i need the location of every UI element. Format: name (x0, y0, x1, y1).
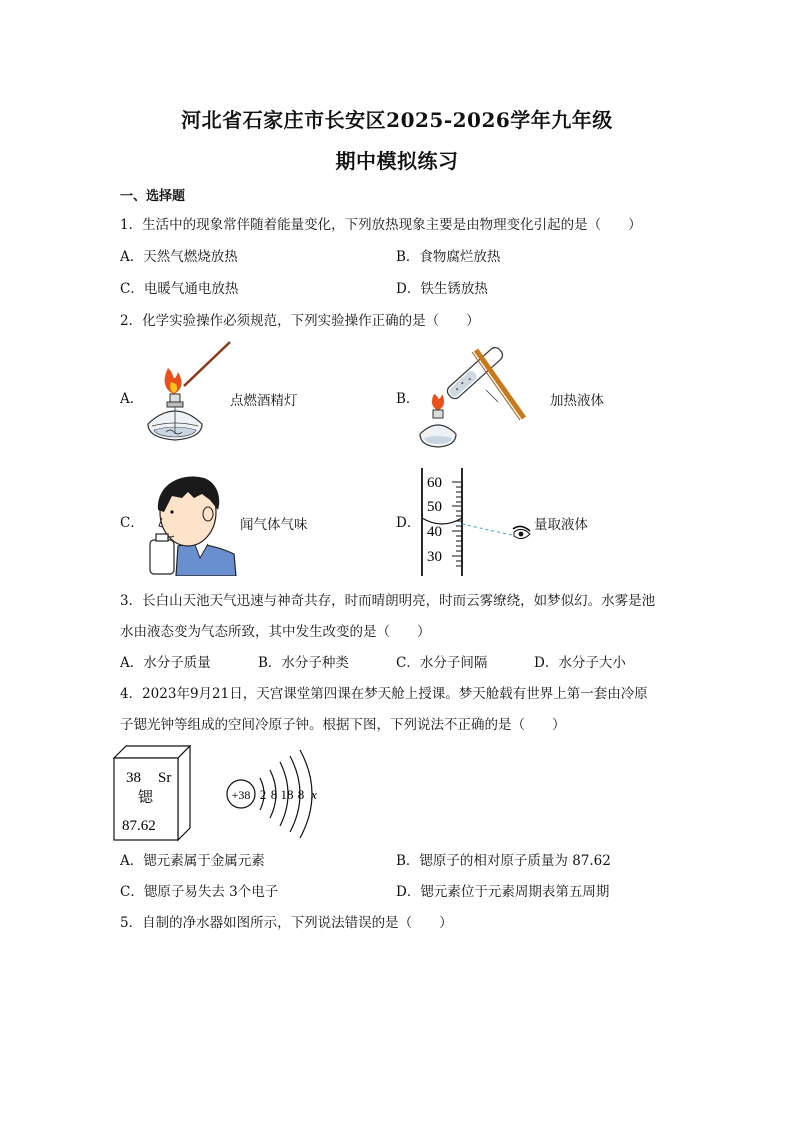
question-5-stem: 5．自制的净水器如图所示，下列说法错误的是（ ） (120, 915, 453, 931)
cylinder-tick-60: 60 (427, 475, 442, 491)
question-2-option-b-letter: B． (396, 391, 420, 407)
question-2-option-b-caption: 加热液体 (550, 393, 604, 409)
cylinder-tick-40: 40 (427, 524, 442, 540)
question-1-stem: 1．生活中的现象常伴随着能量变化，下列放热现象主要是由物理变化引起的是（ ） (120, 217, 642, 233)
question-3-option-c: C．水分子间隔 (396, 655, 488, 671)
question-2-option-c-caption: 闻气体气味 (240, 517, 308, 533)
shell-5-electrons: x (311, 787, 317, 802)
question-2-option-a-caption: 点燃酒精灯 (230, 393, 298, 409)
shell-2-electrons: 8 (270, 787, 278, 802)
question-2-option-a-letter: A． (120, 391, 144, 407)
question-4-option-a: A．锶元素属于金属元素 (120, 853, 265, 869)
question-2-option-d-caption: 量取液体 (534, 517, 588, 533)
question-3-option-b: B．水分子种类 (258, 655, 349, 671)
nucleus-charge: +38 (231, 788, 251, 802)
question-2-stem: 2．化学实验操作必须规范，下列实验操作正确的是（ ） (120, 313, 480, 329)
element-atomic-mass: 87.62 (122, 818, 156, 834)
question-3-option-a: A．水分子质量 (120, 655, 211, 671)
question-3-stem-line1: 3．长白山天池天气迅速与神奇共存，时而晴朗明亮，时而云雾缭绕，如梦似幻。水雾是池 (120, 593, 656, 609)
question-2-option-d-letter: D． (396, 515, 421, 531)
element-name: 锶 (138, 788, 154, 806)
atom-structure-figure (224, 748, 334, 840)
question-4-stem-line2: 子锶光钟等组成的空间冷原子钟。根据下图，下列说法不正确的是（ ） (120, 717, 566, 733)
question-1-option-d: D．铁生锈放热 (396, 281, 488, 297)
cylinder-tick-30: 30 (427, 549, 442, 565)
graduated-cylinder-figure (418, 466, 538, 578)
smelling-gas-figure (142, 470, 238, 576)
question-1-option-c: C．电暖气通电放热 (120, 281, 239, 297)
question-2-option-c-letter: C． (120, 515, 144, 531)
question-3-option-d: D．水分子大小 (534, 655, 626, 671)
shell-4-electrons: 8 (297, 787, 305, 802)
page-subtitle: 期中模拟练习 (335, 149, 459, 173)
element-atomic-number: 38 (126, 770, 141, 786)
section-heading: 一、选择题 (120, 189, 186, 204)
question-1-option-b: B．食物腐烂放热 (396, 249, 501, 265)
question-4-option-d: D．锶元素位于元素周期表第五周期 (396, 884, 610, 900)
question-4-option-c: C．锶原子易失去 3个电子 (120, 884, 279, 900)
question-4-option-b: B．锶原子的相对原子质量为 87.62 (396, 853, 611, 869)
question-3-stem-line2: 水由液态变为气态所致，其中发生改变的是（ ） (120, 624, 431, 640)
shell-3-electrons: 18 (280, 787, 294, 802)
periodic-table-cell-figure (112, 744, 192, 842)
shell-1-electrons: 2 (259, 787, 267, 802)
page-title: 河北省石家庄市长安区2025-2026学年九年级 (181, 108, 613, 132)
alcohol-lamp-lighting-figure (140, 338, 235, 448)
heating-liquid-figure (416, 338, 528, 450)
question-1-option-a: A．天然气燃烧放热 (120, 249, 238, 265)
question-4-stem-line1: 4．2023年9月21日，天宫课堂第四课在梦天舱上授课。梦天舱载有世界上第一套由冷原 (120, 686, 648, 702)
element-symbol: Sr (158, 770, 172, 786)
cylinder-tick-50: 50 (427, 499, 442, 515)
